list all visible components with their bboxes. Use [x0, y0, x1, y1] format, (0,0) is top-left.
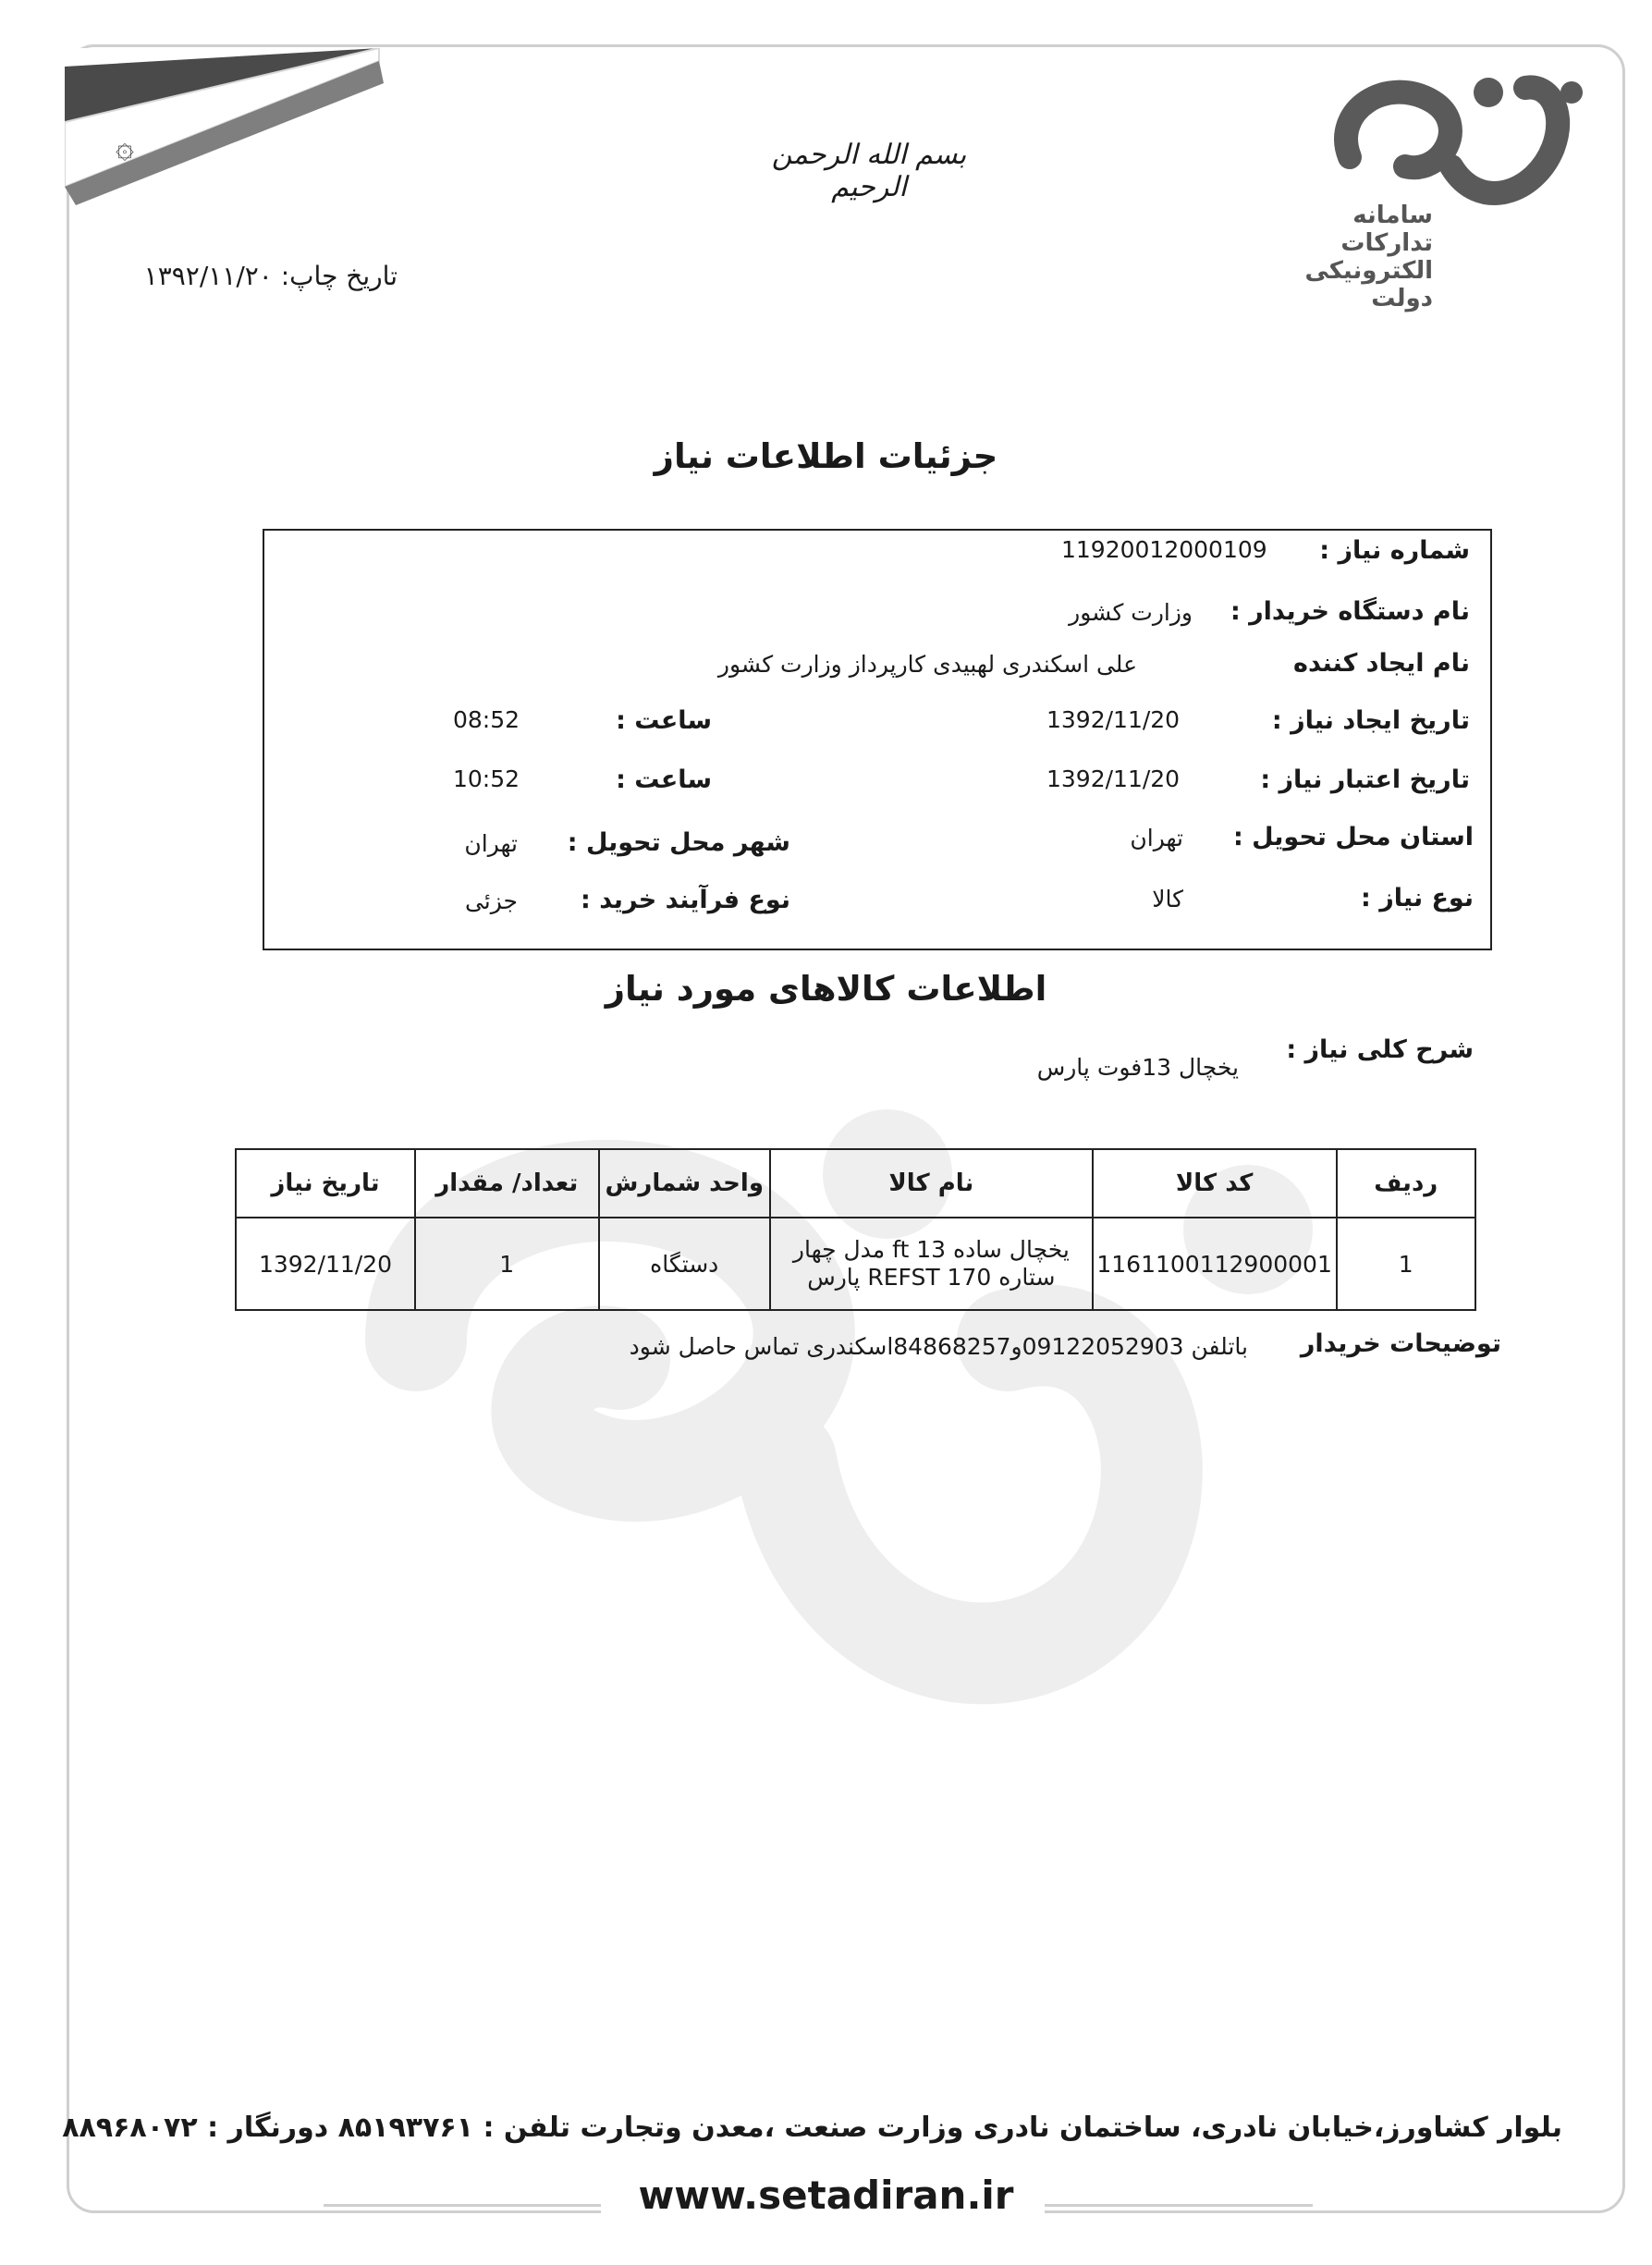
creator-label: نام ایجاد کننده [1293, 649, 1470, 678]
created-date-value: 1392/11/20 [1046, 706, 1181, 733]
province-value: تهران [1130, 825, 1183, 851]
process-value: جزئی [464, 888, 518, 914]
column-header: کد کالا [1093, 1149, 1337, 1218]
need-number-label: شماره نیاز : [1319, 536, 1470, 565]
emblem-icon: ۞ [116, 129, 134, 165]
need-type-value: کالا [1152, 886, 1183, 912]
table-header-row [236, 1149, 1475, 1218]
logo-caption-line: دولت [1371, 285, 1433, 312]
valid-time-label: ساعت : [616, 765, 712, 794]
page-title: جزئیات اطلاعات نیاز [654, 436, 998, 476]
logo-caption-line: الکترونیکی [1304, 257, 1433, 285]
logo-caption-line: تدارکات [1340, 229, 1433, 257]
valid-date-value: 1392/11/20 [1046, 765, 1181, 792]
item-code-cell: 1161100112900001 [1093, 1218, 1337, 1310]
print-date-label: تاریخ چاپ: [280, 261, 398, 291]
buyer-notes-value: باتلفن 09122052903و84868257اسکندری تماس حاصل شود [629, 1333, 1248, 1360]
created-time-value: 08:52 [453, 706, 520, 733]
print-date-value: ۱۳۹۲/۱۱/۲۰ [143, 261, 273, 291]
general-desc-label: شرح کلی نیاز : [1286, 1035, 1474, 1064]
buyer-notes-label: توضیحات خریدار [1300, 1329, 1501, 1358]
buyer-value: وزارت کشور [1069, 599, 1193, 626]
item-name-cell: یخچال ساده 13 ft مدل چهار ستاره REFST 170 پارس [770, 1218, 1093, 1310]
footer-address: بلوار کشاورز،خیابان نادری، ساختمان نادری وزارت صنعت ،معدن وتجارت تلفن : ۸۵۱۹۳۷۶۱ دورنگار : ۸۸۹۶۸۰۷۲ [62, 2112, 1562, 2144]
valid-time-value: 10:52 [453, 765, 520, 792]
logo-caption-line: سامانه [1352, 202, 1433, 229]
goods-table [235, 1148, 1476, 1311]
bismillah-calligraphy: بسم الله الرحمن الرحیم [771, 139, 967, 203]
table-row [236, 1218, 1475, 1310]
column-header: تعداد/ مقدار [415, 1149, 599, 1218]
row-number-cell: 1 [1337, 1218, 1476, 1310]
column-header: تاریخ نیاز [236, 1149, 415, 1218]
need-number-value: 11920012000109 [1061, 536, 1267, 563]
created-date-label: تاریخ ایجاد نیاز : [1271, 706, 1470, 735]
column-header: نام کالا [770, 1149, 1093, 1218]
process-label: نوع فرآیند خرید : [581, 886, 790, 914]
footer-website-link[interactable]: www.setadiran.ir [638, 2173, 1014, 2218]
buyer-label: نام دستگاه خریدار : [1230, 597, 1470, 626]
print-date [111, 261, 398, 291]
column-header: واحد شمارش [599, 1149, 770, 1218]
flag-emblem [65, 48, 398, 205]
valid-date-label: تاریخ اعتبار نیاز : [1260, 765, 1470, 794]
need-type-label: نوع نیاز : [1361, 884, 1474, 912]
creator-value: علی اسکندری لهبیدی کارپرداز وزارت کشور [717, 651, 1137, 678]
created-time-label: ساعت : [616, 706, 712, 735]
quantity-cell: 1 [415, 1218, 599, 1310]
general-desc-value: یخچال 13فوت پارس [1036, 1054, 1239, 1081]
city-value: تهران [464, 830, 518, 857]
goods-section-title: اطلاعات کالاهای مورد نیاز [605, 969, 1047, 1009]
column-header: ردیف [1337, 1149, 1476, 1218]
need-date-cell: 1392/11/20 [236, 1218, 415, 1310]
province-label: استان محل تحویل : [1232, 823, 1474, 851]
city-label: شهر محل تحویل : [567, 828, 790, 857]
logo-caption [1294, 202, 1433, 312]
unit-cell: دستگاه [599, 1218, 770, 1310]
